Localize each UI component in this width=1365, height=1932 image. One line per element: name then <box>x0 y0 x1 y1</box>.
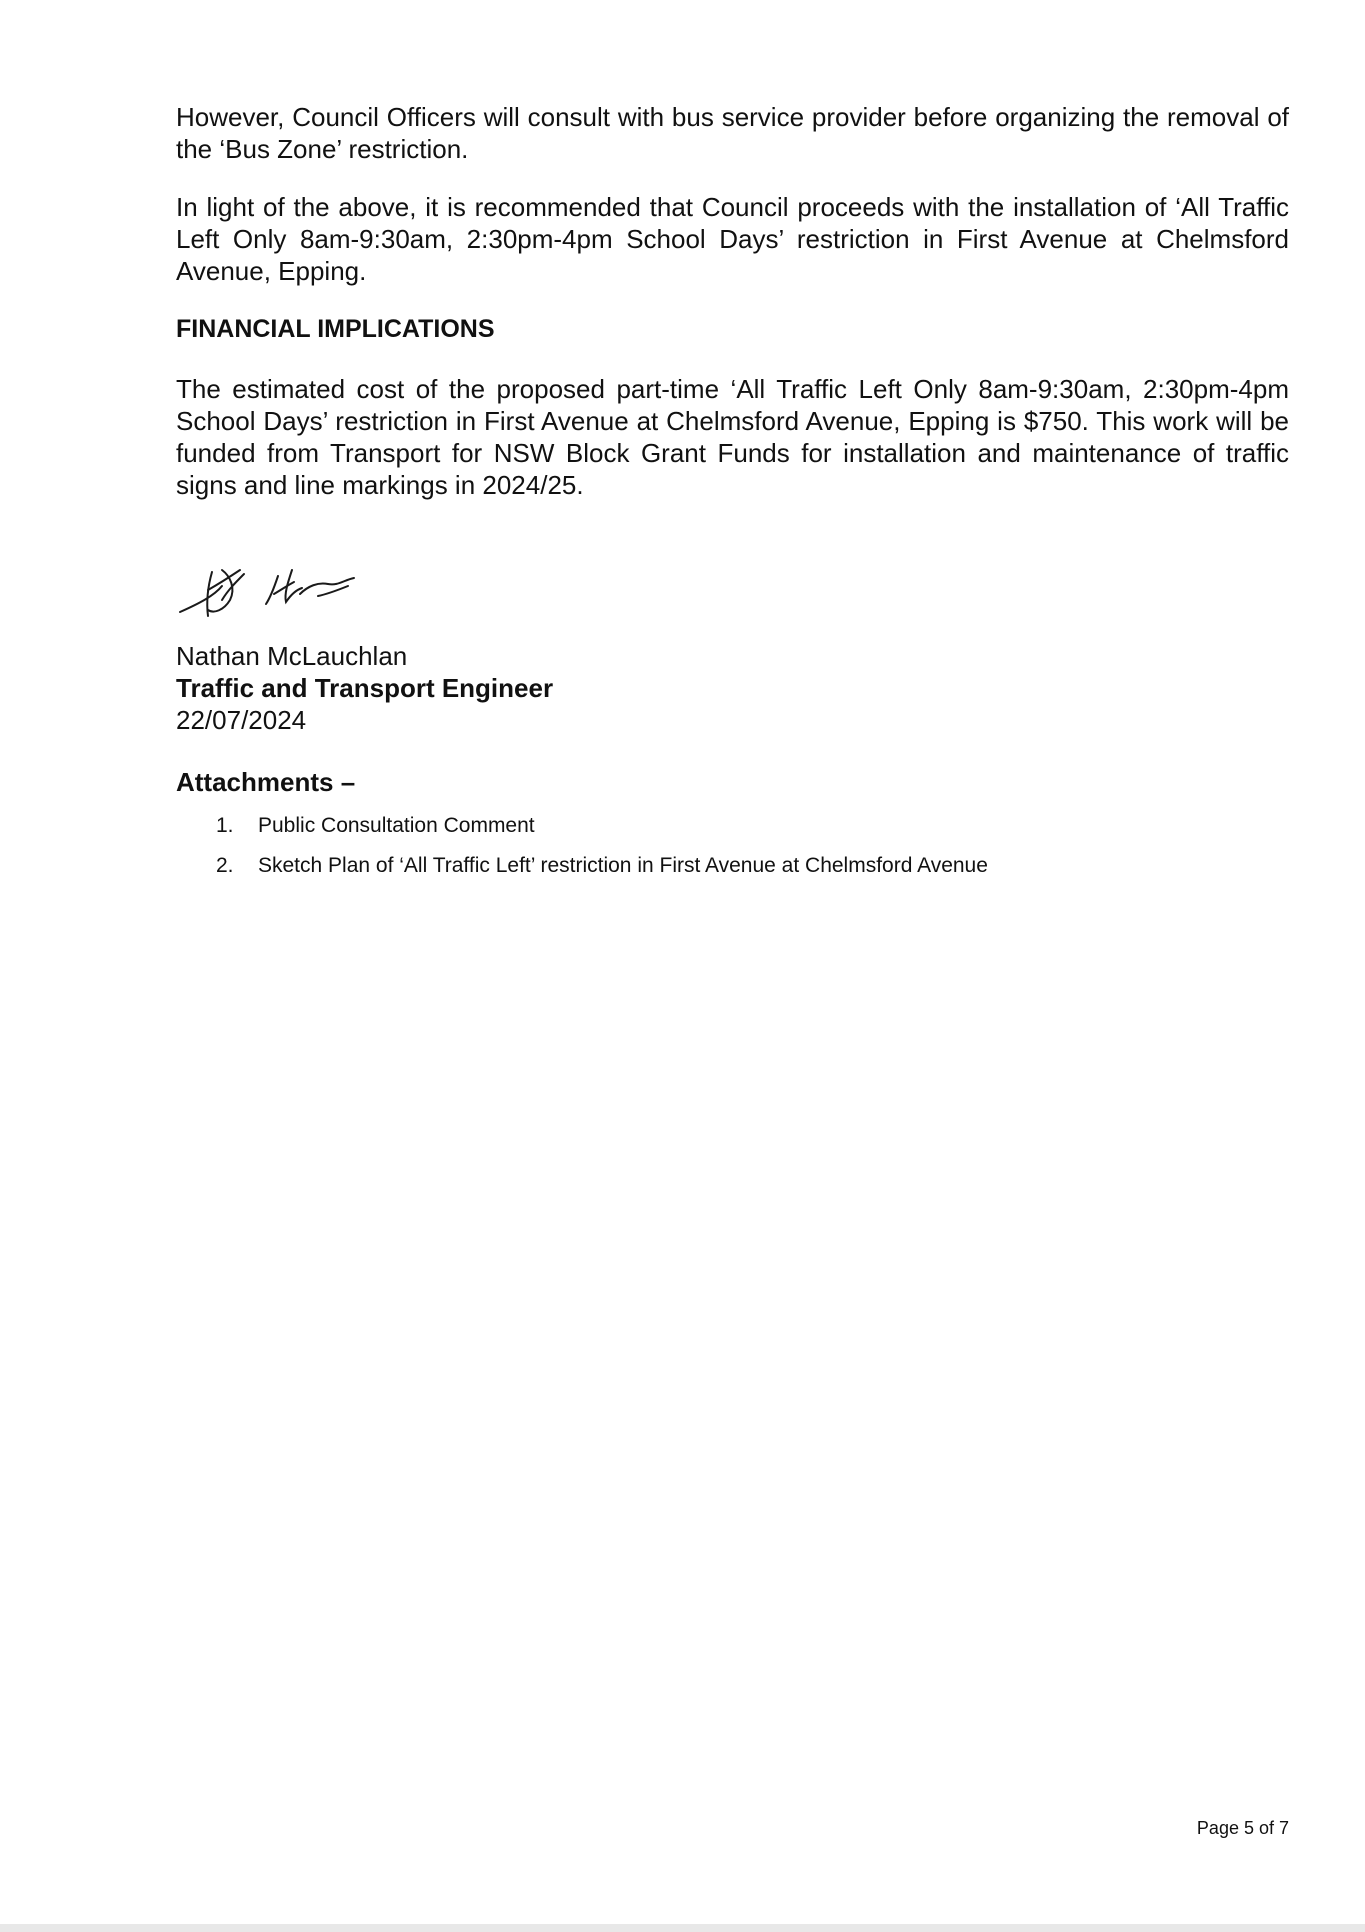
list-item-number: 2. <box>216 854 234 877</box>
list-item <box>176 812 1289 840</box>
paragraph-financial: The estimated cost of the proposed part-time ‘All Traffic Left Only 8am-9:30am, 2:30pm-4pm School Days’ restriction in First Avenue at Chelmsford Avenue, Epping is $750. This work will be funded from Transport for NSW Block Grant Funds for installation and maintenance of traffic signs and line markings in 2024/25. <box>176 374 1289 500</box>
attachments-heading: Attachments – <box>176 767 356 797</box>
signatory-title: Traffic and Transport Engineer <box>176 673 554 703</box>
page-bottom-edge <box>0 1924 1365 1932</box>
paragraph-recommendation: In light of the above, it is recommended that Council proceeds with the installation of ‘All Traffic Left Only 8am-9:30am, 2:30pm-4pm School Days’ restriction in First Avenue at Chelmsford Avenue, Epping. <box>176 192 1289 286</box>
body-text <box>176 101 1289 527</box>
attachments-section <box>176 766 1289 892</box>
attachments-list <box>176 812 1289 880</box>
list-item-label: Sketch Plan of ‘All Traffic Left’ restriction in First Avenue at Chelmsford Avenue <box>258 854 988 877</box>
financial-implications-heading: FINANCIAL IMPLICATIONS <box>176 315 495 343</box>
list-item-label: Public Consultation Comment <box>258 814 535 837</box>
handwritten-signature <box>178 560 378 630</box>
signatory-name: Nathan McLauchlan <box>176 641 408 671</box>
signature-date: 22/07/2024 <box>176 705 307 735</box>
list-item <box>176 852 1289 880</box>
page-number: Page 5 of 7 <box>1196 1818 1289 1838</box>
list-item-number: 1. <box>216 814 234 837</box>
paragraph-bus-zone: However, Council Officers will consult with bus service provider before organizing the removal of the ‘Bus Zone’ restriction. <box>176 102 1289 164</box>
signature-block <box>176 640 553 736</box>
